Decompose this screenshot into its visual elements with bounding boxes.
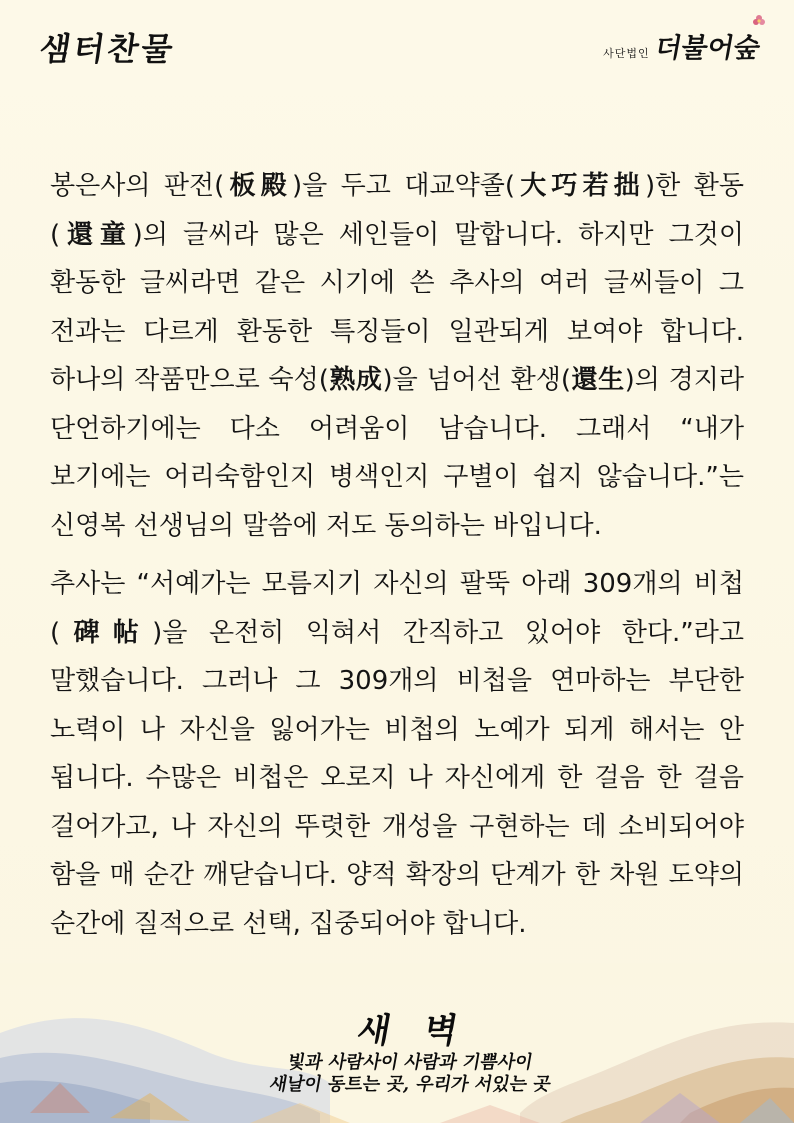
hanja-term: 熟成: [328, 365, 383, 395]
hanja-term: 還生: [571, 365, 625, 395]
hanja-term: 碑帖: [60, 617, 153, 648]
motto-line-1: 빛과 사람사이 사람과 기쁨사이: [285, 1052, 535, 1073]
header-logo-right: [603, 26, 763, 65]
essay-body: [50, 162, 744, 948]
flower-icon: [752, 14, 766, 28]
motto-title: 새벽: [353, 1011, 495, 1051]
hanja-term: 板殿: [224, 171, 292, 201]
paragraph-text: )을 온전히 익혀서 간직하고 있어야 한다.”라고 말했습니다. 그러나 그 309개의 비첩을 연마하는 부단한 노력이 나 자신을 잃어가는 비첩의 노예가 되게 해서는 안 됩니다. 수많은 비첩은 오로지 나 자신에게 한 걸음 한 걸음 걸어가고, 나 자신의 뚜렷한 개성을 구현하는 데 소비되어야 함을 매 순간 깨닫습니다. 양적 확장의 단계가 한 차원 도약의 순간에 질적으로 선택, 집중되어야 합니다.: [50, 617, 744, 939]
paragraph-text: 봉은사의 판전(: [50, 171, 225, 201]
paragraph-text: 추사는 “서예가는 모름지기 자신의 팔뚝 아래 309개의 비첩(: [50, 569, 744, 648]
motto-line-2: 새날이 동트는 곳, 우리가 서있는 곳: [267, 1074, 553, 1095]
org-type-label: 사단법인: [603, 47, 650, 60]
essay-paragraph: [50, 162, 744, 550]
org-name-logo: 더불어숲: [652, 33, 763, 64]
paragraph-text: )의 경지라 단언하기에는 다소 어려움이 남습니다. 그래서 “내가 보기에는 어리숙함인지 병색인지 구별이 쉽지 않습니다.”는 신영복 선생님의 말씀에 저도 동의하는 바입니다.: [50, 365, 745, 541]
header-logo-left: 샘터찬물: [37, 30, 179, 68]
paragraph-text: )을 두고 대교약졸(: [291, 171, 515, 201]
paragraph-text: )의 글씨라 많은 세인들이 말합니다. 하지만 그것이 환동한 글씨라면 같은 시기에 쓴 추사의 여러 글씨들이 그 전과는 다르게 환동한 특징들이 일관되게 보여야 합니다. 하나의 작품만으로 숙성(: [50, 219, 744, 395]
hanja-term: 大巧若拙: [514, 171, 646, 201]
paragraph-text: )한 환동(: [50, 171, 744, 250]
hanja-term: 還童: [60, 219, 133, 250]
paragraph-text: )을 넘어선 환생(: [382, 365, 572, 395]
essay-paragraph: [50, 560, 744, 948]
dawn-motto: [250, 1003, 570, 1096]
